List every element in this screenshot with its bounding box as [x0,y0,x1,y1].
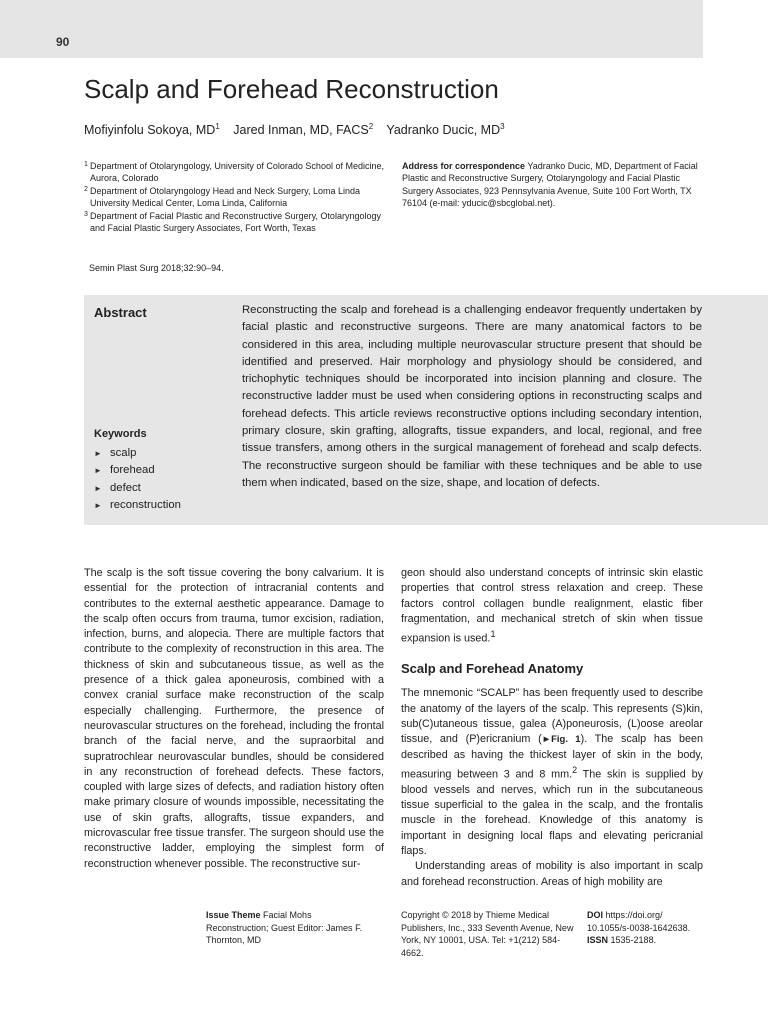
footer-issue-theme: Issue Theme Facial Mohs Reconstruction; Guest Editor: James F. Thornton, MD [206,910,363,945]
body-column-left [84,566,384,872]
affiliation: 1 Department of Otolaryngology, University of Colorado School of Medicine, Aurora, Colorado [84,161,384,184]
keyword-item: ► scalp [94,445,181,462]
abstract-box [84,295,768,525]
keyword-item: ► defect [94,480,181,497]
article-title: Scalp and Forehead Reconstruction [84,74,499,104]
figure-reference-link[interactable]: ►Fig. 1 [541,734,581,746]
body-paragraph: The mnemonic “SCALP” has been frequently used to describe the anatomy of the layers of the scalp. This represents (S)kin, sub(C)utaneous tissue, galea (A)poneurosis, (L)oose areolar tissue, and (P)ericranium (►Fig. 1). The scalp has been described as having the thickest layer of skin in the body, measuring between 3 and 8 mm.$^2$ The skin is supplied by blood vessels and nerves, which run in the subcutaneous tissue superficial to the galea in the scalp, and the frontalis muscle in the forehead. Knowledge of this anatomy is important in designing local flaps and elevating pericranial flaps. [401,687,703,857]
affiliation: 2 Department of Otolaryngology Head and Neck Surgery, Loma Linda University Medical Center, Loma Linda, California [84,185,360,209]
arrow-bullet-icon: ► [94,483,102,493]
arrow-bullet-icon: ► [94,500,102,510]
affiliation: 3 Department of Facial Plastic and Reconstructive Surgery, Otolaryngology and Facial Plastic Surgery Associates, Fort Worth, Texas [84,210,381,234]
keyword-item: ► reconstruction [94,497,181,514]
keywords-list [94,445,181,514]
footer-copyright: Copyright © 2018 by Thieme Medical Publishers, Inc., 333 Seventh Avenue, New York, NY 10001, USA. Tel: +1(212) 584-4662. [401,910,574,958]
author: Yadranko Ducic, $MD^3$ [386,122,505,138]
header-bar [0,0,703,58]
section-heading: Scalp and Forehead Anatomy [401,661,584,677]
keywords-heading: Keywords [94,428,147,440]
author-list [84,122,515,137]
footer-identifiers: DOI https://doi.org/ 10.1055/s-0038-1642638. ISSN 1535-2188. [587,910,691,945]
abstract-text: Reconstructing the scalp and forehead is a challenging endeavor frequently undertaken by facial plastic and reconstructive surgeons. There are many anatomical factors to be considered in this area, including multiple neurovascular structure present that should be identified and preserved. Hair morphology and physiology should be considered, and trichophytic techniques should be incorporated into incision planning and closure. The reconstructive ladder must be used when considering options in reconstructing scalps and forehead defects. This article reviews reconstructive options including secondary intention, primary closure, skin grafting, allografts, tissue expanders, and local, regional, and free tissue transfers, among others in the surgical management of forehead and scalp defects. The reconstructive surgeon should be familiar with these techniques and be able to use them when indicated, based on the size, shape, and location of defects. [242,304,702,489]
body-paragraph: geon should also understand concepts of intrinsic skin elastic properties that control stress relaxation and creep. These factors control collagen bundle realignment, elastic fiber fragmentation, and mechanical stretch of skin when tissue expansion is used.$^1$ [401,567,703,645]
correspondence-address: Address for correspondence Yadranko Ducic, MD, Department of Facial Plastic and Reconstructive Surgery, Otolaryngology and Facial Plastic Surgery Associates, 923 Pennsylvania Avenue, Suite 100 Fort Worth, TX 76104 (e-mail: yducic@sbcglobal.net). [402,161,698,209]
affiliations [84,160,384,234]
author: Mofiyinfolu Sokoya, $MD^1$ [84,122,220,138]
journal-citation: Semin Plast Surg 2018;32:90–94. [89,263,224,273]
page-number: 90 [56,35,70,49]
arrow-bullet-icon: ► [94,466,102,476]
abstract-heading: Abstract [94,305,147,320]
doi-link[interactable]: https://doi.org/ 10.1055/s-0038-1642638. [587,910,691,933]
keyword-item: ► forehead [94,462,181,479]
body-paragraph: Understanding areas of mobility is also important in scalp and forehead reconstruction. Areas of high mobility are [401,860,703,888]
author: Jared Inman, MD, FACS$^2$ [233,122,374,138]
body-column-right [401,566,703,890]
arrow-bullet-icon: ► [94,449,102,458]
body-paragraph: The scalp is the soft tissue covering the bony calvarium. It is essential for the protection of intracranial contents and contributes to the external aesthetic appearance. Damage to the scalp often occurs from trauma, tumor excision, radiation, infection, burns, and alopecia. There are multiple factors that contribute to the complexity of reconstruction in this area. The thickness of skin and subcutaneous tissue, as well as the presence of a thick galea aponeurosis, combined with a convex cranial surface make reconstruction of the scalp especially challenging. Furthermore, the presence of neurovascular structures on the forehead, including the frontal branch of the facial nerve, and the supraorbital and supratrochlear neurovascular bundles, should be considered in any reconstruction of forehead defects. These factors, coupled with large sizes of defects, and radiation history often make primary closure of wounds impossible, necessitating the use of skin grafts, allografts, tissue expanders, and microvascular free tissue transfer. The surgeon should use the reconstructive ladder, employing the simplest form of reconstruction whenever possible. The reconstructive sur- [84,567,384,870]
